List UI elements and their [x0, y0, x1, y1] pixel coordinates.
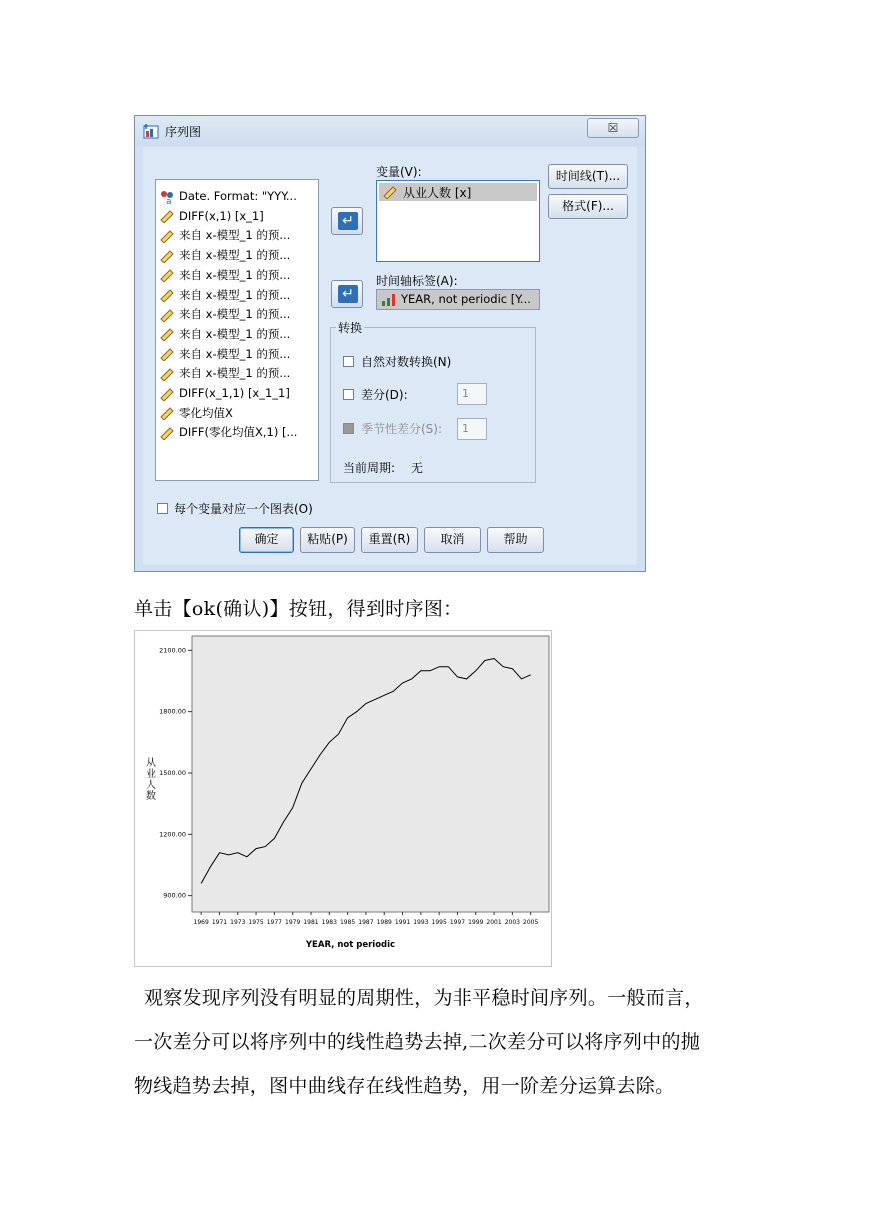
y-tick-label: 1200.00 [159, 830, 186, 839]
variable-item-label: 从业人数 [x] [403, 186, 472, 200]
source-list-item[interactable] [160, 345, 290, 363]
source-list-item[interactable] [160, 423, 297, 441]
x-tick-label: 1997 [449, 919, 466, 926]
dialog-titlebar [135, 116, 645, 146]
source-list-item[interactable] [160, 266, 290, 284]
source-list-item[interactable] [160, 384, 290, 402]
ruler-icon [160, 406, 174, 420]
source-list-item[interactable] [160, 207, 264, 225]
y-axis-title-char: 从 [146, 758, 156, 769]
y-tick-label: 2100.00 [159, 646, 186, 655]
close-button[interactable] [587, 118, 639, 138]
source-list-item-label: Date. Format: "YYY... [179, 189, 297, 203]
paragraph-line-2: 一次差分可以将序列中的线性趋势去掉,二次差分可以将序列中的抛 [134, 1031, 701, 1053]
ruler-icon [160, 347, 174, 361]
x-tick-label: 1989 [376, 919, 392, 926]
x-tick-label: 2005 [523, 919, 539, 926]
x-tick-label: 1995 [431, 919, 447, 926]
transform-group-title: 转换 [338, 321, 363, 335]
ruler-icon [160, 209, 174, 223]
natural-log-checkbox[interactable] [343, 356, 354, 367]
current-period-label: 当前周期: [343, 461, 396, 475]
paragraph-line-1: 观察发现序列没有明显的周期性，为非平稳时间序列。一般而言， [144, 987, 704, 1009]
time-axis-label: 时间轴标签(A): [376, 274, 458, 288]
x-tick-label: 1983 [321, 919, 337, 926]
x-tick-label: 2003 [504, 919, 521, 926]
source-list-item-label: 来自 x-模型_1 的预... [179, 366, 291, 381]
source-list-item[interactable] [160, 325, 290, 343]
time-axis-field[interactable] [376, 289, 540, 310]
source-variable-list[interactable] [155, 179, 319, 481]
source-list-item[interactable] [160, 404, 233, 422]
x-tick-label: 1991 [394, 919, 411, 926]
ruler-icon [383, 185, 397, 199]
paragraph-line-3: 物线趋势去掉，图中曲线存在线性趋势，用一阶差分运算去除。 [134, 1075, 675, 1097]
source-list-item[interactable] [160, 286, 290, 304]
x-axis-title: YEAR, not periodic [305, 940, 396, 950]
help-button[interactable]: 帮助 [487, 527, 544, 553]
variables-list[interactable] [376, 180, 540, 262]
move-to-time-axis-button[interactable] [331, 280, 363, 308]
difference-spinner[interactable]: 1 [457, 383, 487, 405]
ruler-icon [160, 426, 174, 440]
source-list-item-label: 来自 x-模型_1 的预... [179, 248, 291, 263]
source-list-item[interactable] [160, 364, 290, 382]
x-tick-label: 1981 [303, 919, 319, 926]
ruler-icon [160, 327, 174, 341]
paste-button[interactable]: 粘贴(P) [300, 527, 355, 553]
ordinal-bar-icon [381, 293, 397, 307]
source-list-item[interactable] [160, 187, 297, 205]
difference-label: 差分(D): [361, 388, 408, 402]
source-list-item[interactable] [160, 246, 290, 264]
ruler-icon [160, 288, 174, 302]
dialog-body [143, 147, 637, 565]
list-item[interactable] [379, 183, 537, 201]
x-tick-label: 1993 [413, 919, 429, 926]
ruler-icon [160, 249, 174, 263]
format-button[interactable]: 格式(F)... [548, 194, 628, 219]
source-list-item[interactable] [160, 226, 290, 244]
x-tick-label: 1999 [468, 919, 484, 926]
y-axis-title-char: 数 [146, 791, 156, 802]
x-tick-label: 1969 [193, 919, 209, 926]
reset-button[interactable]: 重置(R) [361, 527, 418, 553]
y-tick-label: 1800.00 [159, 707, 186, 716]
natural-log-label: 自然对数转换(N) [361, 355, 452, 369]
difference-checkbox[interactable] [343, 389, 354, 400]
x-tick-label: 1987 [358, 919, 374, 926]
x-tick-label: 1985 [339, 919, 356, 926]
time-series-dialog [134, 115, 646, 572]
one-chart-per-variable-checkbox[interactable] [157, 503, 168, 514]
cancel-button[interactable]: 取消 [424, 527, 481, 553]
x-tick-label: 1977 [266, 919, 283, 926]
caption-text: 单击【ok(确认)】按钮，得到时序图： [134, 598, 463, 620]
x-tick-label: 1975 [248, 919, 264, 926]
source-list-item-label: DIFF(x,1) [x_1] [179, 208, 264, 223]
x-tick-label: 1971 [211, 919, 228, 926]
ruler-icon [160, 268, 174, 282]
timeline-button[interactable]: 时间线(T)... [548, 164, 628, 189]
source-list-item-label: 来自 x-模型_1 的预... [179, 228, 291, 243]
arrow-left-icon: ↵ [338, 285, 358, 303]
source-list-item-label: DIFF(零化均值X,1) [... [179, 425, 298, 440]
source-list-item-label: 来自 x-模型_1 的预... [179, 346, 291, 361]
time-axis-value: YEAR, not periodic [Y... [401, 292, 531, 306]
close-icon: ☒ [607, 121, 619, 135]
date-icon [160, 190, 174, 204]
source-list-item-label: 来自 x-模型_1 的预... [179, 307, 291, 322]
ruler-icon [160, 308, 174, 322]
one-chart-per-variable-label: 每个变量对应一个图表(O) [174, 502, 313, 516]
x-tick-label: 1973 [230, 919, 246, 926]
y-axis-title-char: 人 [146, 780, 156, 791]
svg-text:a: a [166, 196, 172, 204]
source-list-item-label: DIFF(x_1,1) [x_1_1] [179, 386, 290, 400]
arrow-left-icon: ↵ [338, 212, 358, 230]
source-list-item-label: 来自 x-模型_1 的预... [179, 267, 291, 282]
ruler-icon [160, 387, 174, 401]
ruler-icon [160, 229, 174, 243]
source-list-item-label: 零化均值X [179, 405, 233, 420]
x-tick-label: 2001 [486, 919, 502, 926]
seasonal-difference-spinner: 1 [457, 418, 487, 440]
source-list-item-label: 来自 x-模型_1 的预... [179, 326, 291, 341]
current-period-value: 无 [411, 461, 424, 475]
plot-area [192, 636, 549, 912]
chart-app-icon [143, 123, 159, 139]
y-axis-title-char: 业 [146, 769, 156, 780]
seasonal-difference-checkbox [343, 423, 354, 434]
ruler-icon [160, 367, 174, 381]
source-list-item[interactable] [160, 305, 290, 323]
sequence-chart [134, 630, 552, 967]
variables-label: 变量(V): [376, 165, 422, 179]
move-to-variables-button[interactable] [331, 207, 363, 235]
y-tick-label: 1500.00 [159, 768, 186, 777]
source-list-item-label: 来自 x-模型_1 的预... [179, 287, 291, 302]
y-tick-label: 900.00 [163, 891, 186, 900]
dialog-title: 序列图 [165, 125, 202, 139]
seasonal-difference-label: 季节性差分(S): [361, 422, 443, 436]
ok-button[interactable]: 确定 [239, 527, 294, 553]
x-tick-label: 1979 [285, 919, 301, 926]
chart-svg [135, 631, 551, 966]
